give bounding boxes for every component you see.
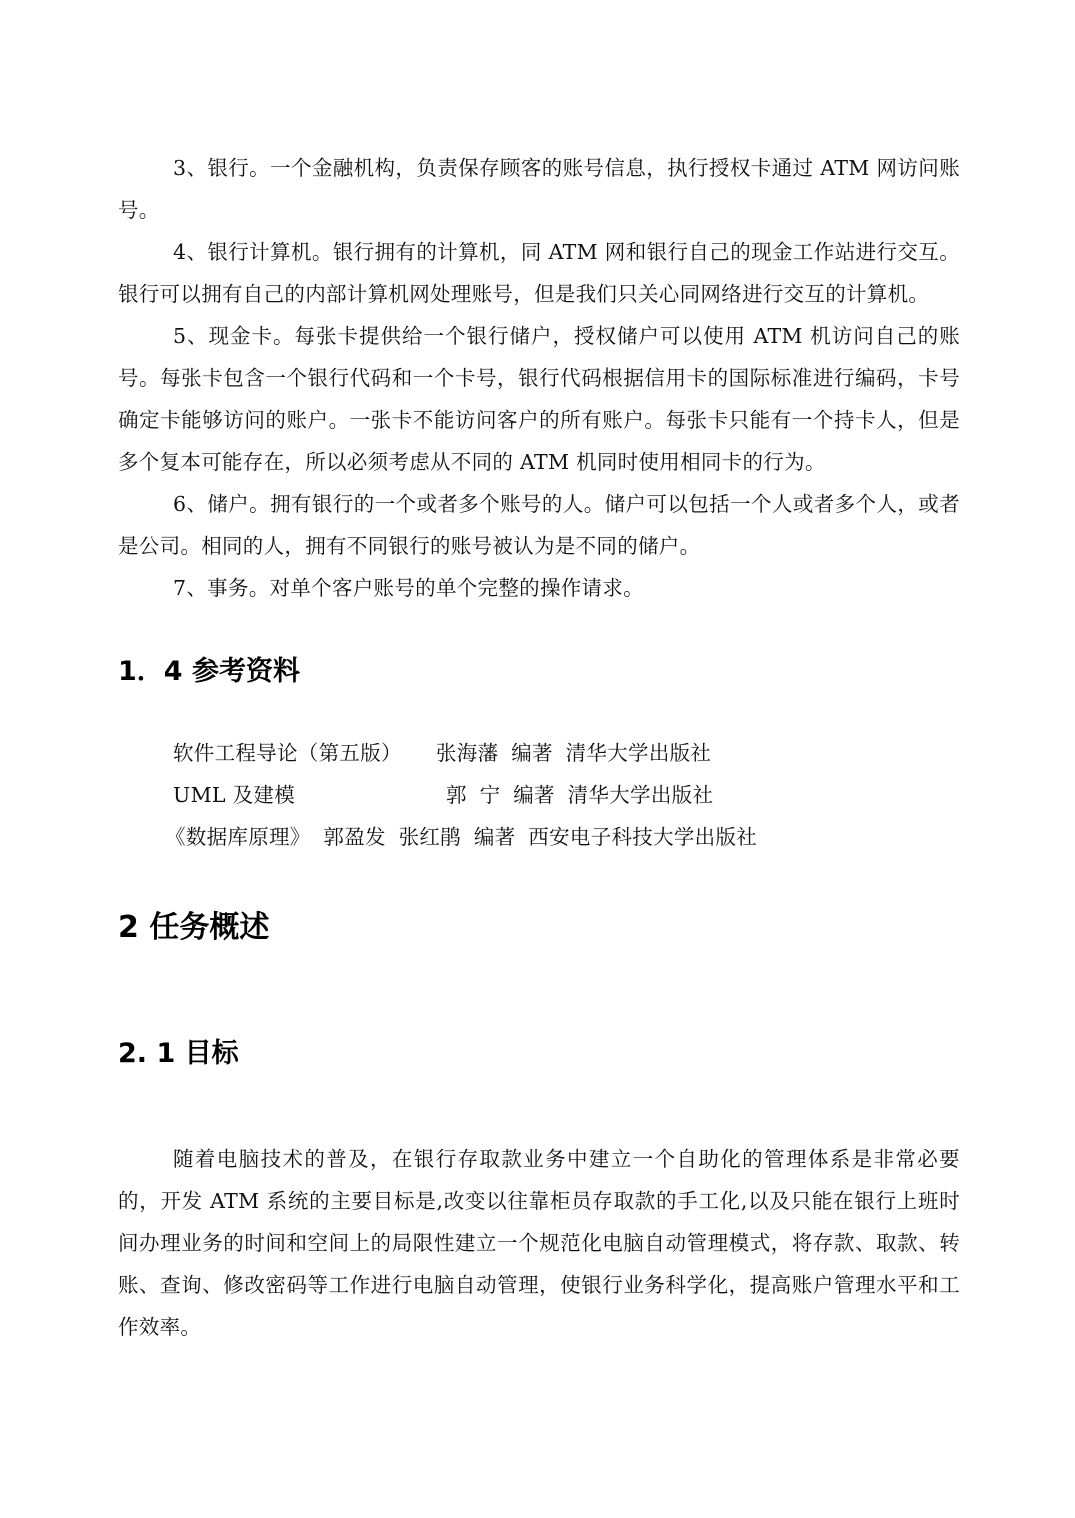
- reference-title: 《数据库原理》 郭盈发 张红鹃 编著 西安电子科技大学出版社: [165, 825, 758, 849]
- reference-title: UML 及建模: [173, 783, 295, 807]
- chapter-heading-task-overview: 2 任务概述: [118, 910, 270, 945]
- section-heading-references: 1．4 参考资料: [118, 656, 300, 687]
- reference-author: 郭 宁 编著 清华大学出版社: [446, 783, 714, 807]
- definition-transaction: 7、事务。对单个客户账号的单个完整的操作请求。: [173, 576, 644, 600]
- reference-title: 软件工程导论（第五版）: [173, 741, 402, 765]
- definition-bank-computer: 4、银行计算机。银行拥有的计算机，同 ATM 网和银行自己的现金工作站进行交互。银行可以拥有自己的内部计算机网处理账号，但是我们只关心同网络进行交互的计算机。: [118, 240, 960, 306]
- reference-author: 张海藩 编著 清华大学出版社: [436, 741, 712, 765]
- goals-paragraph: 随着电脑技术的普及，在银行存取款业务中建立一个自助化的管理体系是非常必要的，开发 ATM 系统的主要目标是,改变以往靠柜员存取款的手工化,以及只能在银行上班时间办理业务的时间和空间上的局限性建立一个规范化电脑自动管理模式，将存款、取款、转账、查询、修改密码等工作进行电脑自动管理，使银行业务科学化，提高账户管理水平和工作效率。: [118, 1147, 960, 1339]
- definition-depositor: 6、储户。拥有银行的一个或者多个账号的人。储户可以包括一个人或者多个人，或者是公司。相同的人，拥有不同银行的账号被认为是不同的储户。: [118, 492, 960, 558]
- definition-bank: 3、银行。一个金融机构，负责保存顾客的账号信息，执行授权卡通过 ATM 网访问账号。: [118, 156, 960, 222]
- definition-cash-card: 5、现金卡。每张卡提供给一个银行储户，授权储户可以使用 ATM 机访问自己的账号。每张卡包含一个银行代码和一个卡号，银行代码根据信用卡的国际标准进行编码，卡号确定卡能够访问的账户。一张卡不能访问客户的所有账户。每张卡只能有一个持卡人，但是多个复本可能存在，所以必须考虑从不同的 ATM 机同时使用相同卡的行为。: [118, 324, 960, 474]
- section-heading-goals: 2. 1 目标: [118, 1038, 239, 1069]
